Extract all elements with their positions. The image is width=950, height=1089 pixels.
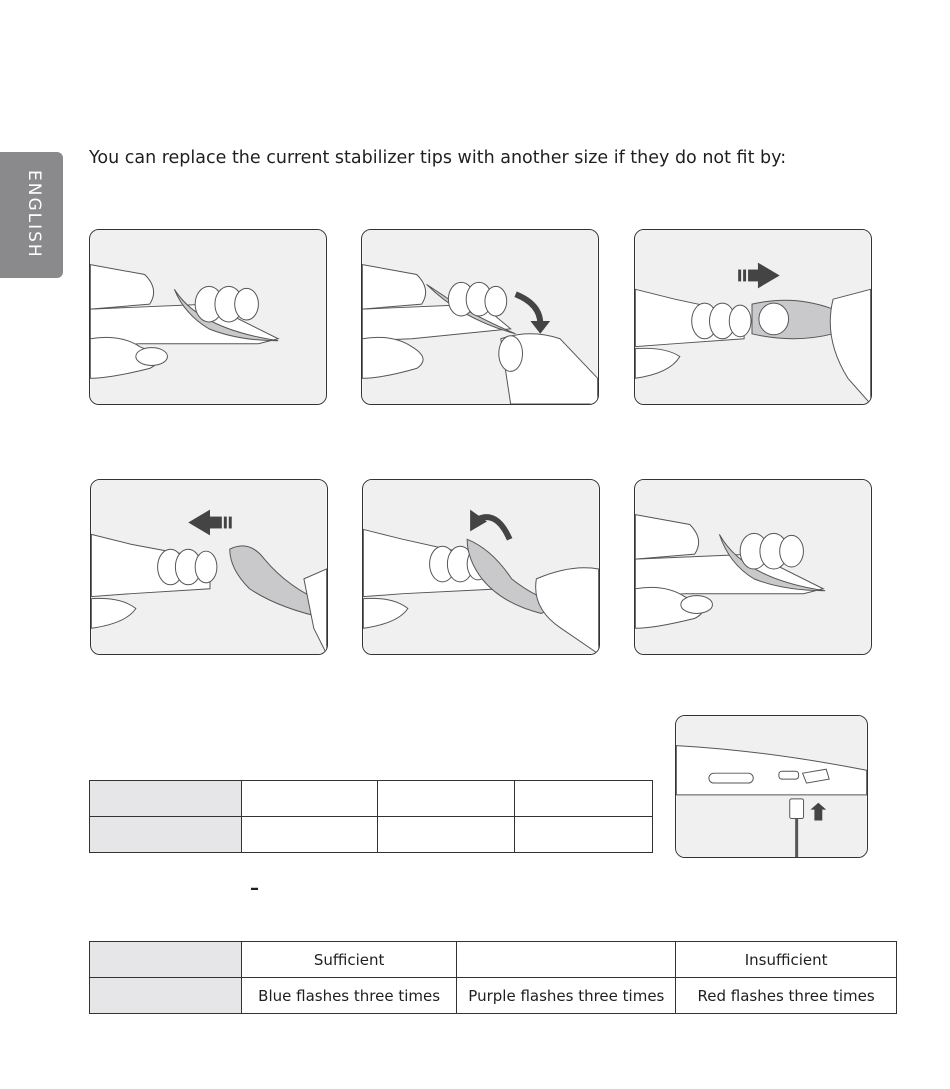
intro-text: You can replace the current stabilizer tips with another size if they do not fit by: (89, 148, 787, 168)
language-tab (0, 152, 63, 278)
language-label: ENGLISH (24, 170, 44, 259)
table-cell (241, 781, 378, 817)
table-cell: Sufficient (241, 942, 457, 978)
table-cell (90, 978, 242, 1014)
table-1 (89, 780, 653, 853)
table-cell (241, 817, 378, 853)
table-cell (90, 942, 242, 978)
table-cell: Red flashes three times (676, 978, 897, 1014)
dash-mark: – (250, 878, 259, 899)
table-cell (378, 817, 515, 853)
table-cell (457, 942, 676, 978)
table-row (90, 978, 897, 1014)
table-row (90, 942, 897, 978)
table-cell (515, 817, 653, 853)
earbud-illustration (90, 230, 326, 404)
table-cell (90, 817, 242, 853)
figure-step-6 (634, 479, 872, 655)
table-cell: Purple flashes three times (457, 978, 676, 1014)
table-cell: Blue flashes three times (241, 978, 457, 1014)
table-cell (378, 781, 515, 817)
figure-step-1 (89, 229, 327, 405)
table-row (90, 817, 653, 853)
figure-step-5 (362, 479, 600, 655)
figure-step-2 (361, 229, 599, 405)
table-2 (89, 941, 897, 1014)
table-cell (90, 781, 242, 817)
figure-charging (675, 715, 868, 858)
table-cell (515, 781, 653, 817)
figure-step-3 (634, 229, 872, 405)
figure-step-4 (90, 479, 328, 655)
table-row (90, 781, 653, 817)
table-cell: Insufficient (676, 942, 897, 978)
